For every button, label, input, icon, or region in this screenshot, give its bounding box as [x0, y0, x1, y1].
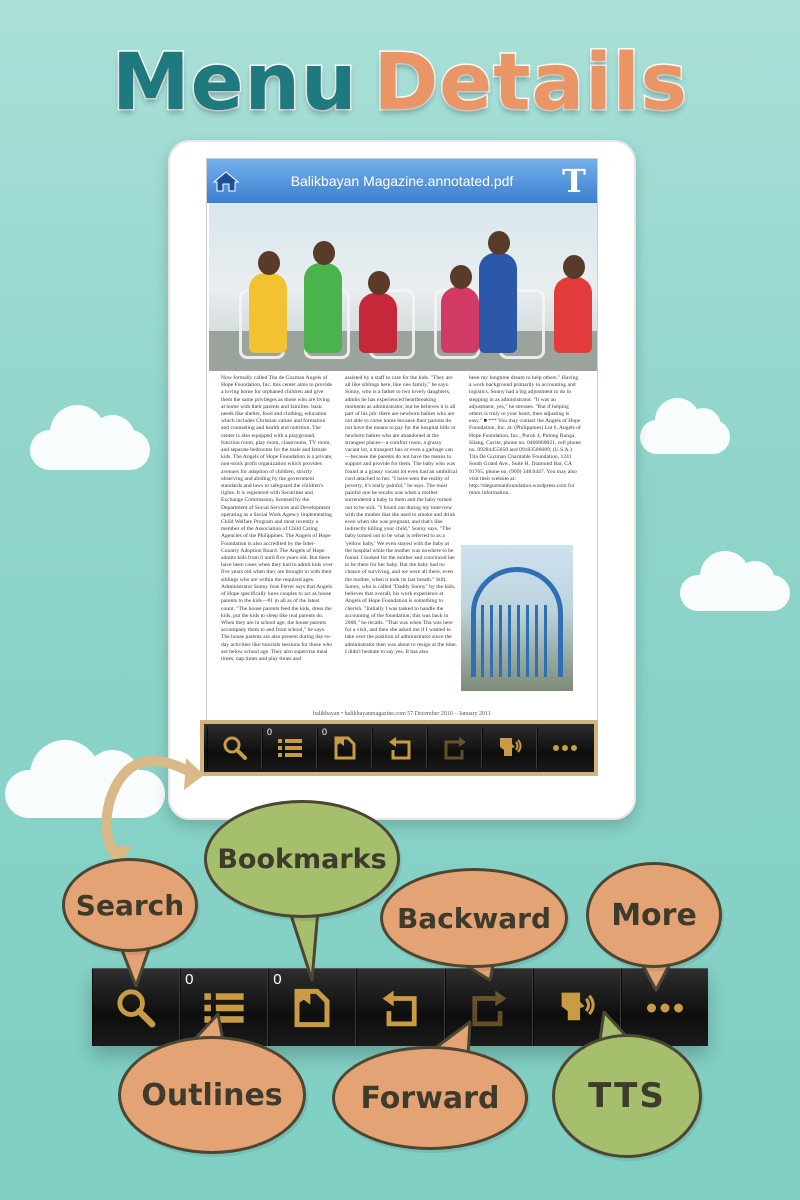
callout-tts: TTS: [552, 1034, 702, 1158]
outlines-button[interactable]: [180, 969, 268, 1046]
title-menu-word: Menu: [111, 38, 358, 128]
speaker-head-icon: [497, 736, 523, 760]
outlines-count: 0: [267, 727, 273, 737]
home-button[interactable]: [211, 168, 241, 194]
bookmarks-count: 0: [273, 971, 282, 988]
outlines-count: 0: [185, 971, 194, 988]
search-button[interactable]: [207, 727, 262, 769]
page-footer: balikbayan • balikbayanmagazine.com 57 December 2010 – January 2011: [313, 711, 491, 717]
reader-screen: [206, 158, 598, 770]
reader-toolbar-small: [200, 720, 598, 776]
bookmarks-button[interactable]: [317, 727, 372, 769]
outline-list-icon: [202, 990, 246, 1026]
cloud-decoration: [30, 430, 150, 470]
title-details-word: Details: [373, 38, 689, 128]
outline-list-icon: [277, 737, 303, 759]
home-icon: [213, 170, 239, 192]
forward-arrow-icon: [468, 989, 510, 1027]
tts-button[interactable]: [482, 727, 537, 769]
search-icon: [115, 987, 157, 1029]
back-arrow-icon: [379, 989, 421, 1027]
search-button[interactable]: [92, 969, 180, 1046]
callout-bookmarks: Bookmarks: [204, 800, 400, 918]
cloud-decoration: [5, 770, 165, 818]
document-title: Balikbayan Magazine.annotated.pdf: [290, 173, 514, 189]
search-icon: [222, 735, 248, 761]
bookmarks-button[interactable]: [268, 969, 356, 1046]
more-button[interactable]: [537, 727, 591, 769]
tts-button[interactable]: [533, 969, 621, 1046]
callout-search: Search: [62, 858, 198, 952]
promo-title: [0, 38, 800, 128]
cloud-decoration: [680, 575, 790, 611]
reader-titlebar: [207, 159, 597, 203]
callout-backward: Backward: [380, 868, 568, 968]
article-text: [221, 375, 585, 687]
article-photo: [209, 203, 597, 371]
cloud-decoration: [640, 420, 730, 454]
callout-outlines: Outlines: [118, 1036, 306, 1154]
callout-more: More: [586, 862, 722, 968]
forward-button[interactable]: [427, 727, 482, 769]
backward-button[interactable]: [372, 727, 427, 769]
back-arrow-icon: [387, 736, 413, 760]
speaker-head-icon: [557, 989, 597, 1027]
bookmarks-count: 0: [322, 727, 328, 737]
forward-button[interactable]: [445, 969, 533, 1046]
article-paragraph: been my longtime dream to help others." Having a work background primarily in accounting and logistics, Sonny had a big adjustment to do in stepping in as administrator. "It was an adjustment, yes," he stresses. "But if helping others is truly in your heart, then adjusting is easy." ■ *** You may contact the Angels of Hope Foundation, Inc. at: (Philippines) Lot 6, Angels of Hope Foundation, Inc., Purok 4, Pulong Bunga, Silang, Cavite, phone no. 0466860021, cell phone no. 09284455050 and 09183506689; (U.S.A.) Tita De Guzman Charitable Foundation, 1241 South Grand Ave., Suite H, Diamond Bar, CA 91765, phone no. (909) 348.0447. You may also visit their website at: http://tdeguzmanfoundation.wordpress.com for more information.: [469, 375, 581, 497]
article-column: [345, 375, 457, 687]
bookmark-icon: [292, 988, 332, 1028]
article-paragraph: assisted by a staff to care for the kids. "They are all like siblings here, like one family," he says. Sonny, who is a father to two lovely daughters, admits he has experienced heartbreaking moments as administrator, but he believes it is all part of his job: there are newborn babies who are not able to come home because their parents do not have the means to pay for the hospital bills or newborn babies who are abandoned at the strangest places—a comfort room, a grassy vacant lot, a transport bus or even a garbage can—because the parents do not have the means to support and provide for them. The baby who was found at a grassy vacant lot even had an umbilical cord attached to her. "I have seen the reality of poverty, it's really painful," he says. The most painful one he recalls was when a mother surrendered a baby to them and the baby turned out to be sick. "I found out during my interview with the mother that she used to smoke and drink even when she was pregnant, and that's like indirectly killing your child," Sonny says. "The baby turned out to be what is referred to as a 'yellow baby.' We even stayed with the baby at the hospital while the mother was nowhere to be found. I looked for the mother and convinced her to be there for her baby. But the baby had no chance of surviving, and we were all there, even the mother, when it took its last breath." Still, Sonny, who is called "Daddy Sonny" by the kids, believes that overall, his work experience at Angels of Hope Foundation is something to cherish. "Initially I was tasked to handle the accounting of the foundation; this was back in 2008," he recalls. "That was when Tita was here for a visit, and then she asked me if I wanted to take over the position of administrator since the administrator then was about to resign at the time. I didn't hesitate to say yes. It has also: [345, 375, 458, 655]
outlines-button[interactable]: [262, 727, 317, 769]
bookmark-icon: [333, 736, 357, 760]
text-mode-button[interactable]: T: [562, 162, 586, 200]
forward-arrow-icon: [442, 736, 468, 760]
backward-button[interactable]: [356, 969, 444, 1046]
tablet-frame: [168, 140, 636, 820]
article-paragraph: Now formally called Tita de Guzman Angels of Hope Foundation, Inc. this center aims to provide a loving home for orphaned children and give them the same privileges as those who are living at home with their parents and families: basic needs like shelter, food and clothing, education which includes Christian values and formation and counseling and health and nutrition. The center is also equipped with a playground, function room, play room, classrooms, TV room, and separate bedrooms for the male and female kids. The Angels of Hope Foundation is a private, non-stock profit organization which provides avenues for adoption of children, strictly observing and abiding by the government standards and laws to safeguard the children's rights. It is registered with Securities and Exchange Commission, licensed by the Department of Social Services and Development operating as a Social Work Agency implementing Child Welfare Program and most recently a member of the Association of Child Caring Agencies of the Philippines. The Angels of Hope Foundation is also accredited by the Inter-Country Adoption Board. The Angels of Hope admits kids from 0 until five years old. But there have been cases when they had to admit kids over five years old when they are brought in with their siblings who are within the required ages. Administrator Sonny Jose Ferrer says that Angels of Hope specifically lures couples to act as house parents to the kids—#1 in all as of the latest count. "The house parents feed the kids, dress the kids, put the kids to sleep like real parents do. When they are in school age, the house parents accompany them to and from school," he says. The house parents are also present during day-to-day activities like tutorials sessions for those who are below school age. They also supervise meal times, nap times and play times and: [221, 375, 333, 662]
more-dots-icon: [552, 744, 578, 752]
gate-photo: [461, 545, 573, 691]
article-column: [221, 375, 333, 687]
callout-forward: Forward: [332, 1046, 528, 1150]
article-column: [469, 375, 581, 535]
more-dots-icon: [645, 1002, 685, 1014]
